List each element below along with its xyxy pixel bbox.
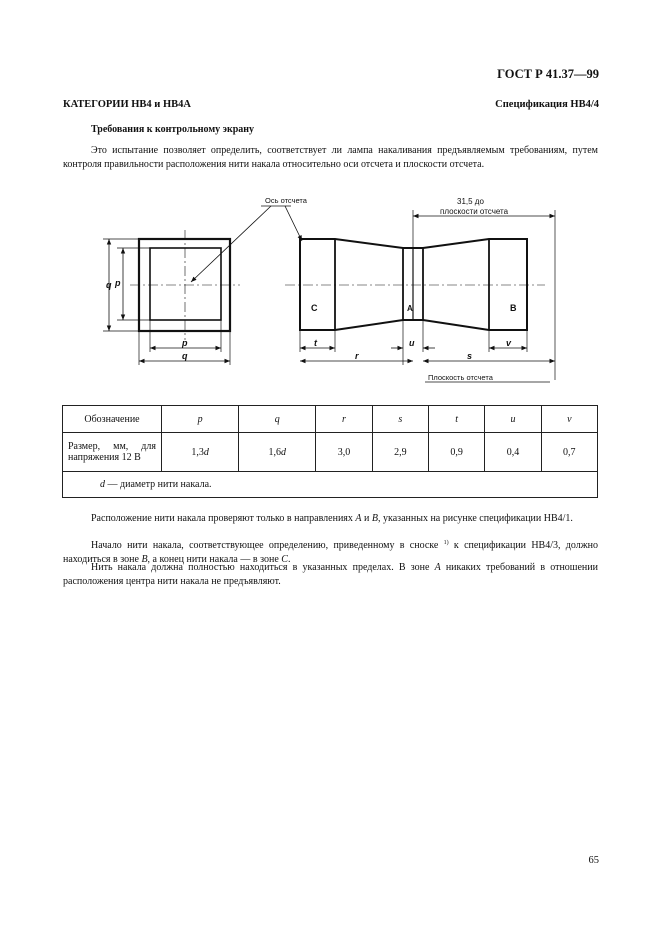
value-t [428, 433, 484, 472]
value-q-num: 1,6 [268, 446, 281, 458]
value-r [316, 433, 372, 472]
paragraph-directions [63, 512, 598, 526]
zone-a-label: A [407, 304, 413, 313]
col-r: r [316, 406, 372, 433]
col-t: t [428, 406, 484, 433]
table-note [63, 472, 598, 498]
p1-zone-a: A [355, 513, 362, 524]
value-u [485, 433, 541, 472]
dim-v: v [506, 338, 512, 348]
front-view [103, 230, 240, 365]
row-label [63, 433, 162, 472]
dim-top-label-2: плоскости отсчета [440, 207, 509, 216]
col-q: q [239, 406, 316, 433]
note-var: d [100, 479, 105, 490]
p2-zone-c: C [281, 553, 288, 565]
col-u: u [485, 406, 541, 433]
value-s [372, 433, 428, 472]
value-q-unit: d [281, 446, 286, 458]
value-r-num: 3,0 [337, 446, 351, 458]
axis-label: Ось отсчета [265, 196, 307, 205]
p2-text-a: Начало нити накала, соответствующее определению, приведенному в сноске [91, 540, 444, 551]
value-q [239, 433, 316, 472]
p1-text-a: Расположение нити накала проверяют только в направлениях [91, 513, 356, 524]
zone-c-label: C [311, 303, 318, 313]
category-title: КАТЕГОРИИ HB4 и HB4A [63, 99, 191, 110]
specification-title: Спецификация HB4/4 [495, 99, 599, 110]
p1-zone-b: B [371, 513, 378, 524]
p3-text-b: никаких требований в отношении расположения центра нити накала не предъявляют. [63, 562, 598, 587]
p1-text-b: и [361, 513, 372, 524]
zone-b-label: B [510, 303, 517, 313]
intro-paragraph: Это испытание позволяет определить, соответствует ли лампа накаливания предъявляемым требованиям, путем контроля правильности расположения нити накала относительно оси отсчета и плоскости отсчета. [63, 145, 598, 170]
dim-t: t [314, 338, 317, 348]
value-v-num: 0,7 [563, 446, 576, 458]
dim-r: r [355, 351, 359, 361]
value-u-num: 0,4 [506, 446, 520, 458]
col-p: p [162, 406, 239, 433]
screen-diagram [95, 190, 565, 390]
p1-text-c: , указанных на рисунке спецификации HB4/1. [377, 513, 573, 524]
footnote-ref: 1) [443, 540, 449, 546]
dim-q-vertical: q [106, 280, 112, 290]
p3-zone-a: A [434, 562, 441, 573]
p2-text-d: . [287, 553, 291, 565]
dim-u: u [409, 338, 415, 348]
p2-zone-b: B [141, 553, 148, 565]
dim-p-horizontal: p [182, 338, 188, 348]
table-note-row [63, 472, 598, 498]
p2-text-b: к спецификации HB4/3, должно находиться в зоне [63, 540, 599, 565]
standard-number: ГОСТ Р 41.37—99 [497, 67, 599, 81]
value-s-num: 2,9 [394, 446, 407, 458]
dim-p-vertical: p [115, 278, 121, 288]
dim-q-horizontal: q [182, 351, 188, 361]
section-title: Требования к контрольному экрану [91, 124, 255, 135]
paragraph-limits [63, 561, 598, 588]
value-p-num: 1,3 [191, 446, 204, 458]
side-view [191, 206, 555, 382]
table-header-row [63, 406, 598, 433]
value-v [541, 433, 597, 472]
row-label-line-1: Размер, мм, для [68, 441, 156, 452]
dim-s: s [467, 351, 473, 361]
row-label-line-2: напряжения 12 В [68, 452, 141, 463]
dimensions-table [62, 405, 598, 498]
col-s: s [372, 406, 428, 433]
p2-text-c: , а конец нити накала — в зоне [147, 553, 282, 565]
value-p-unit: d [203, 446, 209, 458]
plane-label: Плоскость отсчета [428, 373, 493, 382]
p3-text-a: Нить накала должна полностью находиться в указанных пределах. В зоне [91, 562, 435, 573]
col-v: v [541, 406, 597, 433]
dim-top-label-1: 31,5 до [457, 197, 484, 206]
note-text: — диаметр нити накала. [105, 479, 212, 490]
value-t-num: 0,9 [450, 446, 463, 458]
table-row [63, 433, 598, 472]
header-designation: Обозначение [63, 406, 162, 433]
value-p [162, 433, 239, 472]
page-number: 65 [588, 855, 599, 866]
